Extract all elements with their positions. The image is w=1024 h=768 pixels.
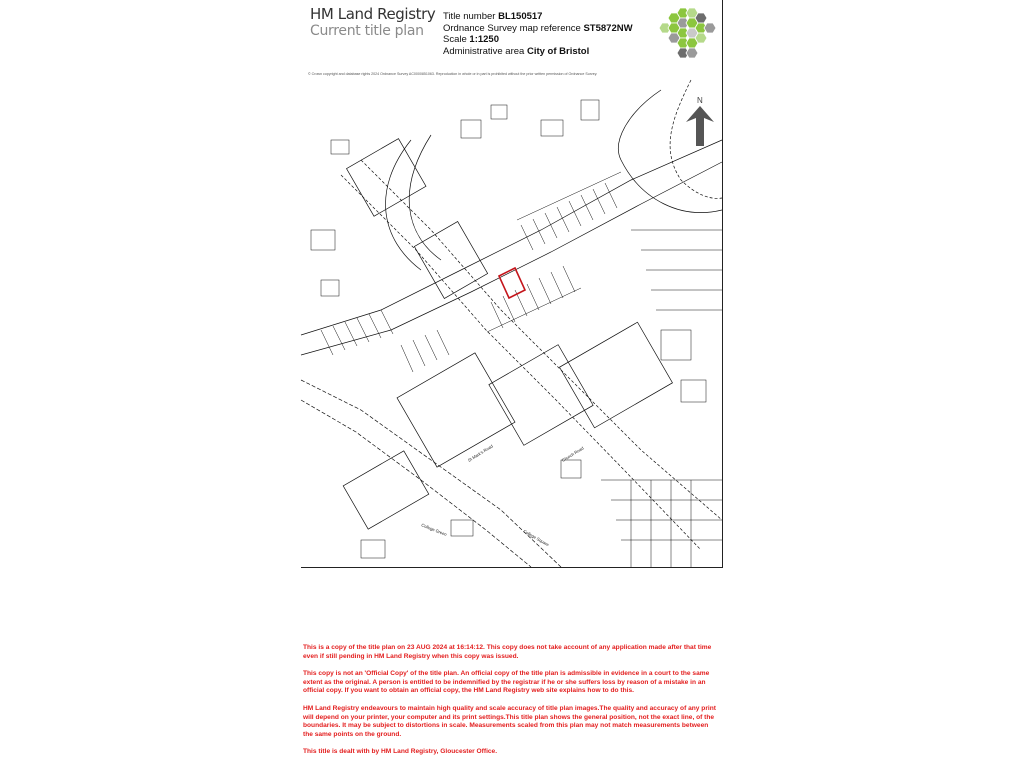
building-block-east [560, 322, 673, 428]
scale-row [443, 34, 633, 46]
plan-metadata [443, 11, 633, 57]
building-block-nw [347, 139, 426, 217]
admin-area-value: City of Bristol [526, 45, 590, 57]
terrace-lots-north [517, 172, 621, 250]
street-label-church-road: Church Road [560, 445, 585, 463]
os-reference-label: Ordnance Survey map reference [443, 22, 581, 34]
disclaimer-issued-copy: This is a copy of the title plan on 23 AUG 2024 at 16:14:12. This copy does not take account of any application made after that time even if still pending in HM Land Registry when this copy was issued. [303, 644, 712, 660]
street-label-college-green: College Green [420, 522, 448, 538]
copyright-notice: © Crown copyright and database rights 2024 Ordnance Survey AC0000851063. Reproduction in whole or in part is prohibited without the prior written permission of Ordnance Survey. [308, 72, 598, 76]
os-reference-value: ST5872NW [583, 22, 633, 34]
lots-east-edge [601, 230, 722, 567]
title-plan-map [301, 80, 722, 567]
disclaimer-official-copy: This copy is not an 'Official Copy' of the title plan. An official copy of the title plan is admissible in evidence in a court to the same extent as the original. A person is entitled to be indemnified by the registrar if he or she suffers loss by reason of a mistake in an official copy. If you want to obtain an official copy, the HM Land Registry web site explains how to do this. [303, 670, 710, 695]
disclaimer-office: This title is dealt with by HM Land Registry, Gloucester Office. [303, 748, 498, 756]
cross-road-edge-a [361, 160, 722, 520]
building-block-sw [343, 451, 429, 529]
cross-road-edge-b [341, 175, 701, 550]
scale-label: Scale [443, 34, 467, 45]
lower-road-edge [301, 380, 561, 567]
lower-road-edge-b [301, 400, 531, 567]
curved-road [386, 140, 421, 270]
main-road-south-edge [301, 162, 722, 355]
building-block-roundabout [414, 222, 487, 299]
north-label: N [697, 96, 703, 105]
title-number-row [443, 11, 633, 23]
title-plan-sheet [301, 0, 723, 568]
terrace-lots-west [321, 310, 449, 372]
street-label-st-marks-road: St Mark's Road [466, 443, 494, 463]
title-number-value: BL150517 [498, 11, 543, 22]
terrace-lots-south [487, 266, 581, 332]
brand-name: HM Land Registry [310, 5, 436, 23]
title-number-label: Title number [443, 11, 496, 22]
brand-block [310, 6, 435, 40]
scale-value: 1:1250 [469, 34, 499, 45]
building-block-centre [489, 345, 593, 446]
document-type: Current title plan [310, 23, 424, 39]
building-block-south [397, 353, 515, 467]
title-boundary [499, 268, 525, 298]
north-arrow-icon [684, 94, 716, 150]
admin-area-label: Administrative area [443, 45, 525, 57]
main-road-north-edge [301, 140, 722, 335]
small-buildings [311, 100, 706, 558]
street-label-college-square: College Square [522, 528, 551, 548]
hm-land-registry-logo-icon [660, 6, 712, 54]
disclaimer-accuracy: HM Land Registry endeavours to maintain high quality and scale accuracy of title plan images.The quality and accuracy of any print will depend on your printer, your computer and its print settings.This title plan shows the general position, not the exact line, of the boundaries. It may be subject to distortions in scale. Measurements scaled from this plan may not match measurements between the same points on the ground. [303, 704, 716, 738]
os-reference-row [443, 23, 633, 35]
plan-disclaimer [303, 644, 719, 766]
admin-area-row [443, 46, 633, 58]
curved-road-b [409, 135, 441, 260]
